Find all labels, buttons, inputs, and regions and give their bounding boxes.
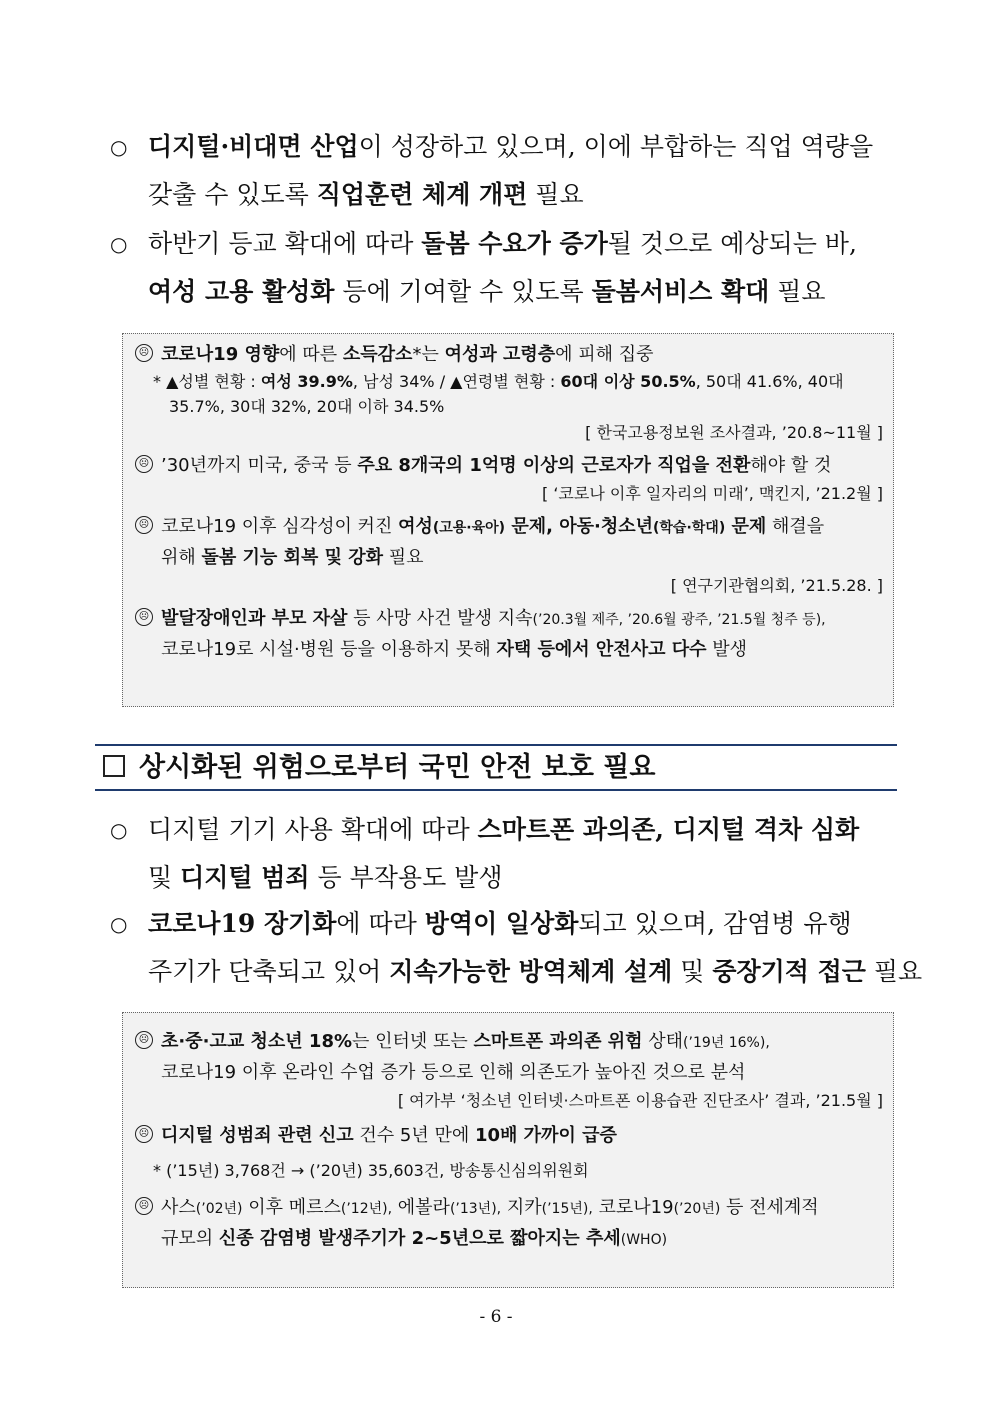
frown-face-icon: ☹ [135,516,153,534]
rich-line [161,635,893,664]
bold-text: 10배 가까이 급증 [474,1125,617,1146]
text: (’20.3월 제주, ’20.6월 광주, ’21.5월 청주 등), [532,612,826,628]
text: 필요 [527,180,584,209]
rich-line [148,123,900,171]
text: 해야 할 것 [750,455,832,476]
bold-text: 중장기적 접근 [712,957,866,986]
rich-line [148,806,900,854]
text: 규모의 [161,1228,219,1249]
text: 에 피해 집중 [555,344,654,365]
text: 필요 [383,547,424,568]
rich-line [148,854,900,902]
text: 필요 [865,957,923,986]
text: (’20년) [673,1201,721,1217]
text: (WHO) [620,1232,668,1248]
bold-text: 디지털 성범죄 관련 신고 [161,1125,354,1146]
circle-bullet-icon: ○ [110,232,128,256]
rich-line [161,1027,893,1058]
text: (’02년) [195,1201,243,1217]
text: 되고 있으며, 감염병 유행 [578,909,852,938]
bold-text: 여성과 고령층 [444,344,556,365]
rich-line [161,1058,893,1087]
text: 사스 [161,1197,196,1218]
frown-face-icon: ☹ [135,1125,153,1143]
text: 에 따른 [279,344,343,365]
bold-text: 돌봄서비스 확대 [591,277,770,306]
evidence-box-1 [122,333,894,707]
bold-text: (학습·학대) [653,520,726,536]
rich-line [148,171,900,219]
text: (’15년), [541,1201,593,1217]
text: 에볼라 [392,1197,450,1218]
text: 등에 기여할 수 있도록 [334,277,592,306]
text: 하반기 등교 확대에 따라 [148,229,422,258]
text: 주기가 단축되고 있어 [148,957,390,986]
footnote: * (’15년) 3,768건 → (’20년) 35,603건, 방송통신심의위원회 [153,1161,589,1180]
rich-line [161,1125,617,1146]
evidence-item [123,451,893,480]
bold-text: 돌봄 기능 회복 및 강화 [201,547,384,568]
rich-line [161,512,893,543]
text: 해결을 [766,516,825,537]
bold-text: 소득감소 [342,344,413,365]
text: 위해 [161,547,202,568]
rich-line [148,948,923,996]
text: 디지털 기기 사용 확대에 따라 [148,815,478,844]
bold-text: 디지털·비대면 산업 [148,132,359,161]
rich-line [161,543,893,572]
text: (’19년 16%), [683,1035,770,1051]
rich-line [161,455,831,476]
rich-line [148,900,900,948]
text: (’13년), [449,1201,502,1217]
bold-text: 발달장애인과 부모 자살 [161,608,348,629]
text: 및 [672,957,713,986]
bold-text: 주요 8개국의 1억명 이상의 근로자가 직업을 전환 [357,455,751,476]
text: 등 전세계적 [720,1197,819,1218]
text: 상태 [642,1031,684,1052]
text: 지카 [501,1197,542,1218]
frown-face-icon: ☹ [135,455,153,473]
bold-text: 돌봄 수요가 증가 [421,229,608,258]
text: 이후 메르스 [242,1197,341,1218]
bold-text: 스마트폰 과의존, 디지털 격차 심화 [477,815,860,844]
text: 등 사망 사건 발생 지속 [347,608,533,629]
section-heading [95,744,897,791]
rich-line [161,344,654,365]
source-citation: [ ‘코로나 이후 일자리의 미래’, 맥킨지, ’21.2월 ] [542,484,883,503]
text: 발생 [706,639,748,660]
rich-line [148,268,900,316]
circle-bullet-icon: ○ [110,135,128,159]
text: 코로나19로 시설·병원 등을 이용하지 못해 [161,639,497,660]
bold-text: 코로나19 영향 [161,344,280,365]
section-heading-text: 상시화된 위험으로부터 국민 안전 보호 필요 [139,752,656,783]
rich-line [161,604,893,635]
text: 등 부작용도 발생 [309,863,503,892]
frown-face-icon: ☹ [135,344,153,362]
bold-text: 초·중·고교 청소년 18% [161,1031,353,1052]
frown-face-icon: ☹ [135,1197,153,1215]
bold-text: (고용·육아) [432,520,506,536]
text: 갖출 수 있도록 [148,180,317,209]
text: 는 인터넷 또는 [352,1031,474,1052]
page-number: - 6 - [479,1307,513,1327]
bold-text: 문제, 아동·청소년 [505,516,653,537]
bold-text: 직업훈련 체계 개편 [316,180,528,209]
text: , 남성 34% / ▲연령별 현황 : [352,372,561,391]
bullet-digital-side-effects [110,806,900,902]
circle-bullet-icon: ○ [110,818,128,842]
bullet-digital-industry [110,123,900,219]
bold-text: 스마트폰 과의존 위험 [473,1031,643,1052]
frown-face-icon: ☹ [135,1031,153,1049]
text: 에 따라 [336,909,425,938]
bold-text: 여성 39.9% [260,372,353,391]
text: ’30년까지 미국, 중국 등 [161,455,358,476]
bold-text: 자택 등에서 안전사고 다수 [496,639,707,660]
checkbox-square-icon [103,755,125,777]
bold-text: 여성 고용 활성화 [148,277,335,306]
rich-line [161,1193,893,1224]
text: 될 것으로 예상되는 바, [607,229,857,258]
rich-line [148,220,900,268]
evidence-box-2 [122,1012,894,1288]
source-citation: [ 여가부 ‘청소년 인터넷·스마트폰 이용습관 진단조사’ 결과, ’21.5월 ] [397,1091,883,1110]
text: 및 [148,863,181,892]
rich-line [161,1224,893,1255]
text: * ▲성별 현황 : [153,372,261,391]
footnote-cont: 35.7%, 30대 32%, 20대 이하 34.5% [169,397,445,416]
text: 건수 5년 만에 [353,1125,475,1146]
text: 코로나19 이후 심각성이 커진 [161,516,399,537]
footnote [123,369,893,394]
bold-text: 60대 이상 50.5% [560,372,696,391]
text: *는 [412,344,445,365]
evidence-item [123,1027,893,1087]
bold-text: 여성 [398,516,433,537]
frown-face-icon: ☹ [135,608,153,626]
bullet-quarantine [110,900,923,996]
bold-text: 디지털 범죄 [180,863,310,892]
text: 이 성장하고 있으며, 이에 부합하는 직업 역량을 [358,132,874,161]
evidence-item [123,604,893,664]
source-citation: [ 한국고용정보원 조사결과, ’20.8~11월 ] [585,423,883,442]
evidence-item [123,512,893,572]
evidence-item [123,1121,893,1150]
source-citation: [ 연구기관협의회, ’21.5.28. ] [670,576,883,595]
evidence-item [123,1193,893,1255]
bold-text: 코로나19 장기화 [148,909,337,938]
bold-text: 신종 감염병 발생주기가 2~5년으로 짧아지는 추세 [218,1228,621,1249]
text: (’12년), [340,1201,393,1217]
bold-text: 지속가능한 방역체계 설계 [389,957,673,986]
bold-text: 문제 [725,516,767,537]
text: 필요 [769,277,826,306]
evidence-item [123,340,893,369]
text: 코로나19 이후 온라인 수업 증가 등으로 인해 의존도가 높아진 것으로 분석 [161,1062,746,1083]
bold-text: 방역이 일상화 [424,909,579,938]
text: , 50대 41.6%, 40대 [695,372,844,391]
circle-bullet-icon: ○ [110,912,128,936]
bullet-care-demand [110,220,900,316]
text: 코로나19 [592,1197,674,1218]
